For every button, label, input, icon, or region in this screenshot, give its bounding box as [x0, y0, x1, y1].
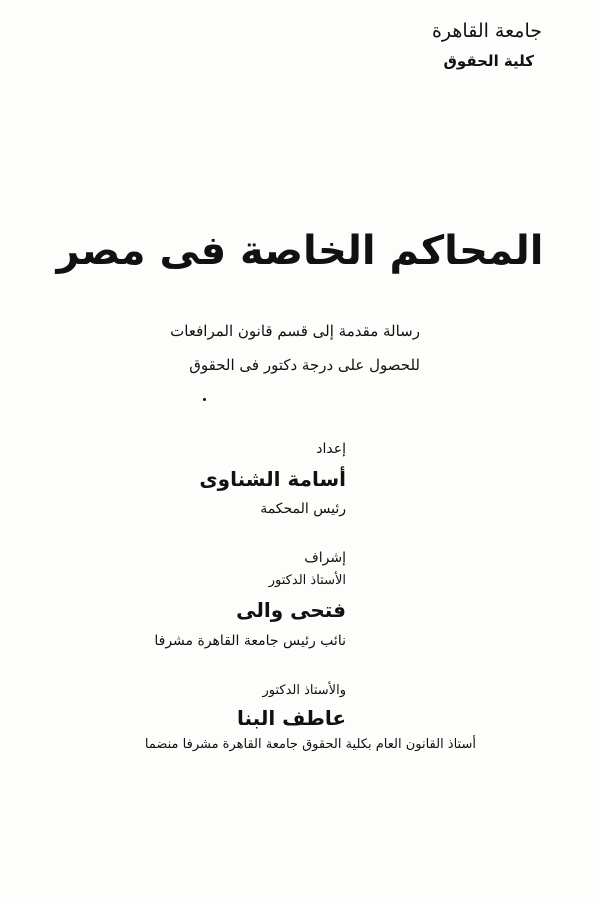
thesis-title: المحاكم الخاصة فى مصر — [56, 228, 544, 274]
university-name: جامعة القاهرة — [431, 20, 542, 42]
prepared-by-label: إعداد — [316, 441, 346, 457]
thesis-purpose-line-1: رسالة مقدمة إلى قسم قانون المرافعات — [170, 322, 420, 340]
supervisor-1-name: فتحى والى — [236, 598, 346, 622]
supervisor-1-title: الأستاذ الدكتور — [268, 573, 346, 588]
supervisor-2-name: عاطف البنا — [237, 706, 346, 730]
supervisor-1-role: نائب رئيس جامعة القاهرة مشرفا — [154, 633, 346, 649]
thesis-purpose-line-2: للحصول على درجة دكتور فى الحقوق — [189, 356, 420, 374]
supervisor-2-title: والأستاذ الدكتور — [262, 683, 346, 698]
supervision-label: إشراف — [304, 550, 346, 566]
stray-dot-mark — [203, 398, 206, 401]
faculty-name: كلية الحقوق — [443, 52, 534, 70]
supervisor-2-role: أستاذ القانون العام بكلية الحقوق جامعة القاهرة مشرفا منضما — [144, 737, 476, 752]
author-name: أسامة الشناوى — [199, 467, 346, 491]
author-role: رئيس المحكمة — [260, 501, 346, 517]
